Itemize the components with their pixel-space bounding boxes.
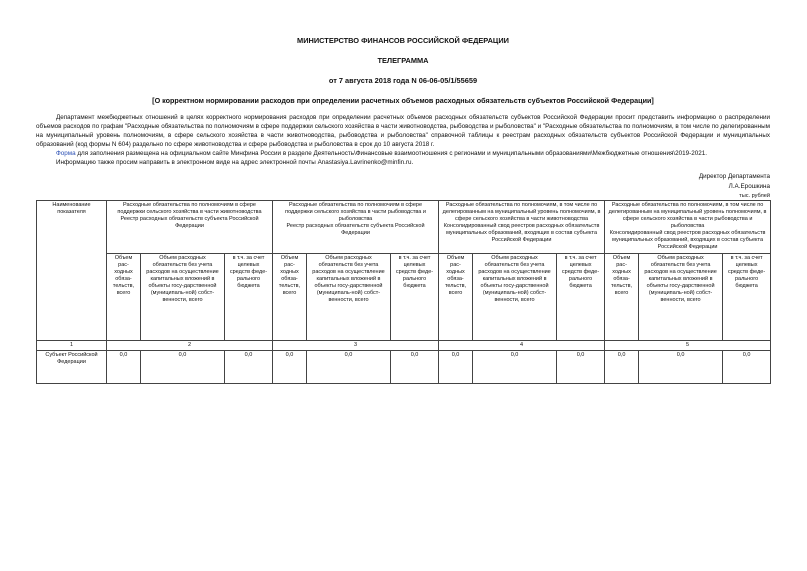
document-subject: [О корректном нормировании расходов при определении расчетных объемов расходных обязательств субъектов Российской Федерации] <box>152 96 654 105</box>
table-cell: 0,0 <box>391 350 439 383</box>
table-subheader-row <box>37 253 771 340</box>
signature-block <box>36 172 770 191</box>
table-cell: 0,0 <box>473 350 557 383</box>
subcol-federal: в т.ч. за счет целевых средств феде-рального бюджета <box>723 253 771 340</box>
document-date-number: от 7 августа 2018 года N 06-06-05/1/55659 <box>328 76 478 85</box>
table-row <box>37 350 771 383</box>
subcol-total: Объем рас-ходных обяза-тельств, всего <box>273 253 307 340</box>
subcol-excl-capital: Объем расходных обязательств без учета расходов на осуществление капитальных вложений в объекты госу-дарственной (муниципаль-ной) собст-венности, всего <box>639 253 723 340</box>
column-number: 1 <box>37 340 107 350</box>
indicator-header: Наименование показателя <box>37 200 107 340</box>
body-paragraph-2 <box>36 150 770 159</box>
table-cell: 0,0 <box>141 350 225 383</box>
subcol-excl-capital: Объем расходных обязательств без учета расходов на осуществление капитальных вложений в объекты госу-дарственной (муниципаль-ной) собст-венности, всего <box>141 253 225 340</box>
subcol-federal: в т.ч. за счет целевых средств феде-рального бюджета <box>391 253 439 340</box>
signature-name: Л.А.Ерошкина <box>728 183 770 191</box>
column-number: 3 <box>273 340 439 350</box>
column-number-row <box>37 340 771 350</box>
group-header-1 <box>107 200 273 253</box>
column-number: 5 <box>605 340 771 350</box>
subcol-federal: в т.ч. за счет целевых средств феде-рального бюджета <box>225 253 273 340</box>
subcol-excl-capital: Объем расходных обязательств без учета расходов на осуществление капитальных вложений в объекты госу-дарственной (муниципаль-ной) собст-венности, всего <box>473 253 557 340</box>
ministry-title: МИНИСТЕРСТВО ФИНАНСОВ РОССИЙСКОЙ ФЕДЕРАЦИИ <box>297 36 509 45</box>
table-cell: 0,0 <box>225 350 273 383</box>
column-number: 4 <box>439 340 605 350</box>
subcol-total: Объем рас-ходных обяза-тельств, всего <box>107 253 141 340</box>
table-unit: тыс. рублей <box>739 192 770 199</box>
body-paragraph-3: Информацию также просим направить в электронном виде на адрес электронной почты Anastasiya.Lavrinenko@minfin.ru. <box>56 158 414 166</box>
subcol-federal: в т.ч. за счет целевых средств феде-рального бюджета <box>557 253 605 340</box>
table-cell: 0,0 <box>439 350 473 383</box>
form-link[interactable]: Форма <box>56 149 76 157</box>
group-register: Консолидированный свод реестров расходных обязательств муниципальных образований, входящих в состав субъекта Российской Федерации <box>443 222 600 244</box>
table-cell: 0,0 <box>273 350 307 383</box>
document-type: ТЕЛЕГРАММА <box>377 56 429 65</box>
row-label: Субъект Российской Федерации <box>37 350 107 383</box>
group-register: Реестр расходных обязательств субъекта Российской Федерации <box>286 222 425 236</box>
column-number: 2 <box>107 340 273 350</box>
subcol-total: Объем рас-ходных обяза-тельств, всего <box>605 253 639 340</box>
group-title: Расходные обязательства по полномочиям, в том числе по делегированным на муниципальный уровень полномочиям, в сфере сельского хозяйства в части животноводства <box>442 201 601 222</box>
group-header-3 <box>439 200 605 253</box>
table-cell: 0,0 <box>107 350 141 383</box>
table-cell: 0,0 <box>723 350 771 383</box>
body-paragraph-2-text: для заполнения размещена на официальном сайте Минфина России в разделе Деятельность\Финансовые взаимоотношения с регионами и муниципальными образованиями\Межбюджетные отношения\2019-2021. <box>75 149 707 157</box>
body-paragraph-1: Департамент межбюджетных отношений в целях корректного нормирования расходов при определении расчетных объемов расходных обязательств субъектов Российской Федерации просит представить информацию о распределении объемов расходов по графам "Расходные обязательства по полномочиям в сфере поддержки сельского хозяйства в части животноводства, рыбоводства и рыболовства" и "Расходные обязательства по полномочиям, в том числе по делегированным на муниципальный уровень полномочиям, в сфере сельского хозяйства в части животноводства, рыбоводства и рыболовства" справочной таблицы к реестрам расходных обязательств субъектов Российской Федерации и муниципальных образований (код формы N 604) раздельно по сфере животноводства и сфере рыбоводства и рыболовства в срок до 10 августа 2018 г. <box>36 114 770 148</box>
subcol-total: Объем рас-ходных обяза-тельств, всего <box>439 253 473 340</box>
group-header-4 <box>605 200 771 253</box>
group-title: Расходные обязательства по полномочиям в сфере поддержки сельского хозяйства в части рыбоводства и рыболовства <box>285 201 426 222</box>
signature-position: Директор Департамента <box>698 173 770 181</box>
group-title: Расходные обязательства по полномочиям в сфере поддержки сельского хозяйства в части животноводства <box>117 201 262 215</box>
document-page <box>36 28 770 384</box>
table-cell: 0,0 <box>605 350 639 383</box>
table-header-row <box>37 200 771 253</box>
subcol-excl-capital: Объем расходных обязательств без учета расходов на осуществление капитальных вложений в объекты госу-дарственной (муниципаль-ной) собст-венности, всего <box>307 253 391 340</box>
document-body <box>36 114 770 167</box>
group-title: Расходные обязательства по полномочиям, в том числе по делегированным на муниципальный уровень полномочиям, в сфере сельского хозяйства в части рыбоводства и рыболовства <box>608 201 767 229</box>
group-header-2 <box>273 200 439 253</box>
reference-table <box>36 200 771 384</box>
table-cell: 0,0 <box>307 350 391 383</box>
table-cell: 0,0 <box>639 350 723 383</box>
table-cell: 0,0 <box>557 350 605 383</box>
group-register: Реестр расходных обязательств субъекта Российской Федерации <box>120 215 259 229</box>
group-register: Консолидированный свод реестров расходных обязательств муниципальных образований, входящих в состав субъекта Российской Федерации <box>609 230 766 251</box>
